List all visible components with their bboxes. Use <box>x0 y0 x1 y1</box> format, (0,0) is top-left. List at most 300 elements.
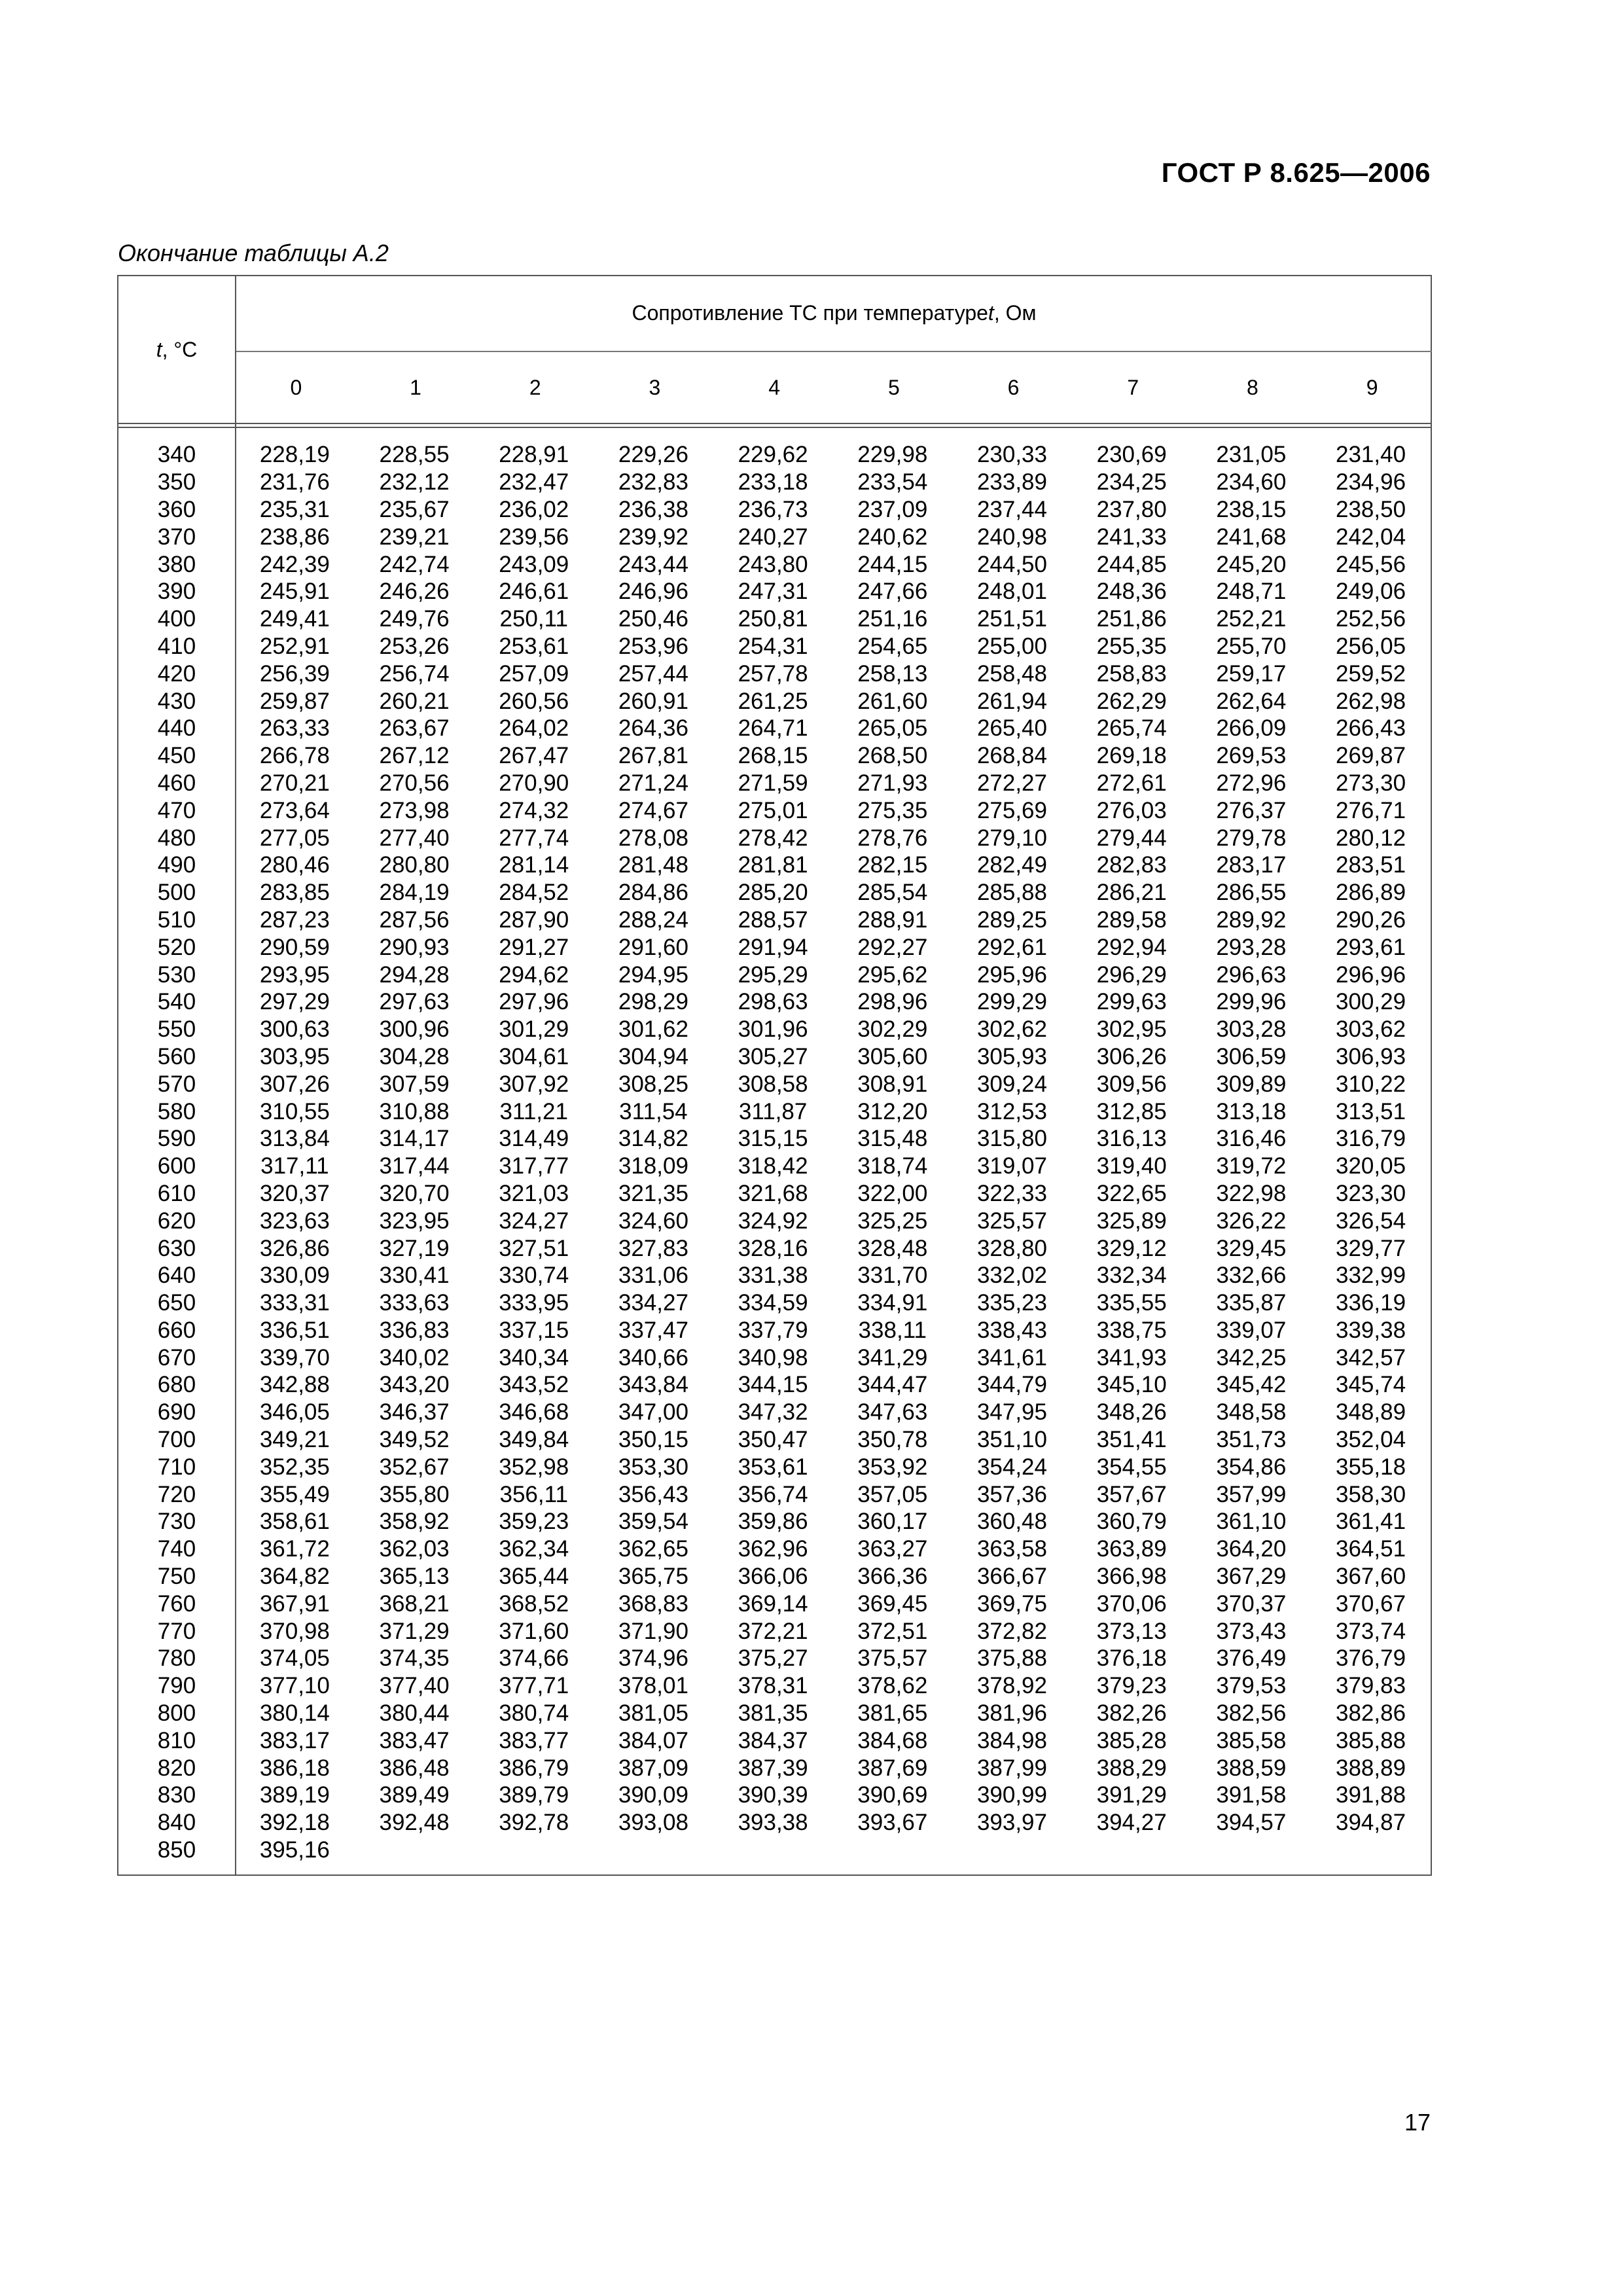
resistance-cell: 378,01 <box>618 1673 688 1699</box>
resistance-cell: 253,61 <box>499 633 569 659</box>
resistance-cell: 384,68 <box>857 1727 928 1753</box>
temperature-cell: 390 <box>157 579 196 605</box>
resistance-cell: 229,26 <box>618 442 688 468</box>
resistance-cell: 245,91 <box>259 579 330 605</box>
resistance-cell: 268,15 <box>738 743 808 769</box>
column-header: 1 <box>410 375 421 399</box>
temperature-cell: 730 <box>157 1509 196 1535</box>
table-row <box>118 1809 1431 1837</box>
table-row <box>118 715 1431 742</box>
resistance-cell: 362,65 <box>618 1536 688 1562</box>
resistance-cell: 255,35 <box>1096 633 1167 659</box>
resistance-cell: 281,14 <box>499 852 569 878</box>
temperature-cell: 740 <box>157 1536 196 1562</box>
table-row <box>118 1125 1431 1153</box>
page-number: 17 <box>1404 2109 1431 2136</box>
resistance-cell: 267,12 <box>379 743 450 769</box>
temperature-cell: 550 <box>157 1016 196 1043</box>
temperature-cell: 590 <box>157 1126 196 1152</box>
resistance-cell: 347,32 <box>738 1399 808 1426</box>
column-header: 0 <box>290 375 302 399</box>
resistance-cell: 341,93 <box>1096 1344 1167 1371</box>
resistance-cell: 286,21 <box>1096 880 1167 906</box>
resistance-cell: 234,25 <box>1096 469 1167 495</box>
table-row <box>118 1563 1431 1590</box>
resistance-cell: 238,15 <box>1216 496 1287 522</box>
resistance-cell: 286,55 <box>1216 880 1287 906</box>
resistance-cell: 376,49 <box>1216 1645 1287 1672</box>
resistance-cell: 365,13 <box>379 1564 450 1590</box>
resistance-cell: 326,86 <box>259 1235 330 1261</box>
resistance-cell: 317,44 <box>379 1153 450 1179</box>
resistance-cell: 338,43 <box>976 1317 1047 1343</box>
resistance-cell: 307,59 <box>379 1071 450 1097</box>
resistance-cell: 279,78 <box>1216 825 1287 851</box>
temperature-cell: 340 <box>157 442 196 468</box>
resistance-cell: 388,89 <box>1336 1755 1406 1781</box>
resistance-cell: 353,92 <box>857 1454 928 1480</box>
resistance-cell: 382,56 <box>1216 1700 1287 1727</box>
table-row <box>118 1289 1431 1317</box>
resistance-cell: 249,06 <box>1336 579 1406 605</box>
resistance-cell: 362,03 <box>379 1536 450 1562</box>
resistance-cell: 394,57 <box>1216 1810 1287 1836</box>
resistance-cell: 288,57 <box>738 906 808 933</box>
resistance-cell: 251,16 <box>857 606 928 632</box>
resistance-cell: 233,89 <box>976 469 1047 495</box>
resistance-cell: 377,10 <box>259 1673 330 1699</box>
resistance-cell: 384,37 <box>738 1727 808 1753</box>
temperature-symbol: t <box>156 337 162 361</box>
temperature-cell: 680 <box>157 1372 196 1398</box>
resistance-cell: 282,83 <box>1096 852 1167 878</box>
resistance-cell: 295,62 <box>857 961 928 988</box>
resistance-cell: 335,87 <box>1216 1290 1287 1316</box>
resistance-cell: 314,82 <box>618 1126 688 1152</box>
resistance-cell: 243,09 <box>499 551 569 577</box>
resistance-header-unit: , Ом <box>993 300 1037 325</box>
temperature-cell: 840 <box>157 1810 196 1836</box>
resistance-cell: 382,86 <box>1336 1700 1406 1727</box>
resistance-cell: 330,09 <box>259 1263 330 1289</box>
document-code: ГОСТ Р 8.625—2006 <box>1161 157 1431 188</box>
resistance-cell: 389,19 <box>259 1782 330 1808</box>
resistance-cell: 278,76 <box>857 825 928 851</box>
resistance-cell: 280,12 <box>1336 825 1406 851</box>
resistance-cell: 311,54 <box>619 1098 688 1124</box>
temperature-cell: 520 <box>157 934 196 960</box>
table-row <box>118 1480 1431 1508</box>
resistance-cell: 259,17 <box>1216 660 1287 687</box>
resistance-cell: 392,18 <box>259 1810 330 1836</box>
resistance-cell: 366,98 <box>1096 1564 1167 1590</box>
resistance-cell: 294,62 <box>499 961 569 988</box>
resistance-cell: 301,96 <box>738 1016 808 1043</box>
resistance-cell: 283,51 <box>1336 852 1406 878</box>
resistance-cell: 326,22 <box>1216 1208 1287 1234</box>
resistance-cell: 298,63 <box>738 989 808 1015</box>
resistance-cell: 249,41 <box>259 606 330 632</box>
resistance-cell: 305,60 <box>857 1043 928 1069</box>
resistance-cell: 259,52 <box>1336 660 1406 687</box>
resistance-cell: 244,85 <box>1096 551 1167 577</box>
resistance-cell: 232,83 <box>618 469 688 495</box>
table-row <box>118 1153 1431 1180</box>
column-header: 4 <box>768 375 781 399</box>
resistance-cell: 355,49 <box>259 1481 330 1507</box>
column-header: 9 <box>1366 375 1378 399</box>
resistance-cell: 328,16 <box>738 1235 808 1261</box>
resistance-cell: 357,67 <box>1096 1481 1167 1507</box>
table-row <box>118 1016 1431 1043</box>
resistance-cell: 329,12 <box>1096 1235 1167 1261</box>
resistance-cell: 273,64 <box>259 797 330 823</box>
resistance-cell: 331,38 <box>738 1263 808 1289</box>
resistance-cell: 365,75 <box>618 1564 688 1590</box>
resistance-cell: 361,10 <box>1216 1509 1287 1535</box>
resistance-cell: 380,14 <box>259 1700 330 1727</box>
resistance-cell: 297,63 <box>379 989 450 1015</box>
resistance-cell: 388,29 <box>1096 1755 1167 1781</box>
resistance-cell: 277,74 <box>499 825 569 851</box>
resistance-cell: 379,23 <box>1096 1673 1167 1699</box>
resistance-cell: 229,62 <box>738 442 808 468</box>
resistance-cell: 390,69 <box>857 1782 928 1808</box>
temperature-cell: 490 <box>157 852 196 878</box>
resistance-cell: 263,67 <box>379 715 450 742</box>
resistance-cell: 381,65 <box>857 1700 928 1727</box>
resistance-cell: 268,50 <box>857 743 928 769</box>
resistance-cell: 349,21 <box>259 1427 330 1453</box>
temperature-cell: 630 <box>157 1235 196 1261</box>
resistance-cell: 247,66 <box>857 579 928 605</box>
resistance-cell: 317,11 <box>260 1153 329 1179</box>
resistance-cell: 277,05 <box>259 825 330 851</box>
resistance-cell: 371,90 <box>618 1618 688 1644</box>
resistance-cell: 371,29 <box>379 1618 450 1644</box>
resistance-cell: 299,63 <box>1096 989 1167 1015</box>
resistance-cell: 306,93 <box>1336 1043 1406 1069</box>
temperature-unit: , °С <box>162 337 198 361</box>
column-header: 6 <box>1007 375 1020 399</box>
resistance-cell: 370,06 <box>1096 1590 1167 1617</box>
resistance-cell: 317,77 <box>499 1153 569 1179</box>
resistance-cell: 296,63 <box>1216 961 1287 988</box>
resistance-cell: 332,02 <box>976 1263 1047 1289</box>
resistance-cell: 339,70 <box>259 1344 330 1371</box>
resistance-cell: 295,96 <box>976 961 1047 988</box>
resistance-cell: 299,96 <box>1216 989 1287 1015</box>
resistance-cell: 316,79 <box>1336 1126 1406 1152</box>
temperature-cell: 400 <box>157 606 196 632</box>
resistance-cell: 360,79 <box>1096 1509 1167 1535</box>
resistance-cell: 240,98 <box>976 524 1047 550</box>
resistance-cell: 343,52 <box>499 1372 569 1398</box>
temperature-cell: 710 <box>157 1454 196 1480</box>
resistance-cell: 318,09 <box>618 1153 688 1179</box>
resistance-cell: 359,54 <box>618 1509 688 1535</box>
resistance-cell: 334,91 <box>857 1290 928 1316</box>
resistance-cell: 393,38 <box>738 1810 808 1836</box>
resistance-cell: 351,10 <box>976 1427 1047 1453</box>
resistance-cell: 252,21 <box>1216 606 1287 632</box>
resistance-cell: 372,51 <box>857 1618 928 1644</box>
temperature-cell: 720 <box>157 1481 196 1507</box>
resistance-cell: 384,07 <box>618 1727 688 1753</box>
resistance-cell: 360,17 <box>857 1509 928 1535</box>
resistance-cell: 237,44 <box>976 496 1047 522</box>
table-row <box>118 1070 1431 1098</box>
resistance-cell: 252,56 <box>1336 606 1406 632</box>
resistance-cell: 329,45 <box>1216 1235 1287 1261</box>
resistance-cell: 251,86 <box>1096 606 1167 632</box>
resistance-cell: 259,87 <box>259 688 330 714</box>
resistance-cell: 306,26 <box>1096 1043 1167 1069</box>
resistance-cell: 348,89 <box>1336 1399 1406 1426</box>
resistance-cell: 344,79 <box>976 1372 1047 1398</box>
table-row <box>118 988 1431 1016</box>
resistance-header-symbol: t <box>988 300 994 325</box>
column-header: 2 <box>529 375 541 399</box>
resistance-cell: 360,48 <box>976 1509 1047 1535</box>
resistance-cell: 327,83 <box>618 1235 688 1261</box>
resistance-cell: 311,87 <box>738 1098 808 1124</box>
resistance-cell: 296,29 <box>1096 961 1167 988</box>
table-row <box>118 633 1431 660</box>
resistance-cell: 368,52 <box>499 1590 569 1617</box>
resistance-cell: 261,94 <box>976 688 1047 714</box>
temperature-cell: 450 <box>157 743 196 769</box>
resistance-cell: 312,20 <box>857 1098 928 1124</box>
resistance-cell: 378,62 <box>857 1673 928 1699</box>
resistance-cell: 354,86 <box>1216 1454 1287 1480</box>
resistance-cell: 300,63 <box>259 1016 330 1043</box>
resistance-cell: 331,70 <box>857 1263 928 1289</box>
resistance-cell: 352,04 <box>1336 1427 1406 1453</box>
resistance-cell: 368,21 <box>379 1590 450 1617</box>
table-row <box>118 523 1431 550</box>
resistance-cell: 385,58 <box>1216 1727 1287 1753</box>
resistance-cell: 297,29 <box>259 989 330 1015</box>
resistance-cell: 358,30 <box>1336 1481 1406 1507</box>
resistance-cell: 389,49 <box>379 1782 450 1808</box>
resistance-cell: 372,21 <box>738 1618 808 1644</box>
resistance-cell: 335,55 <box>1096 1290 1167 1316</box>
table-row <box>118 1508 1431 1535</box>
resistance-cell: 380,44 <box>379 1700 450 1727</box>
resistance-cell: 230,69 <box>1096 442 1167 468</box>
resistance-cell: 262,98 <box>1336 688 1406 714</box>
resistance-cell: 322,98 <box>1216 1180 1287 1206</box>
resistance-cell: 266,43 <box>1336 715 1406 742</box>
resistance-cell: 303,28 <box>1216 1016 1287 1043</box>
resistance-cell: 247,31 <box>738 579 808 605</box>
table-row <box>118 1344 1431 1371</box>
resistance-cell: 260,21 <box>379 688 450 714</box>
resistance-cell: 303,95 <box>259 1043 330 1069</box>
temperature-cell: 810 <box>157 1727 196 1753</box>
temperature-cell: 700 <box>157 1427 196 1453</box>
resistance-cell: 264,36 <box>618 715 688 742</box>
resistance-cell: 340,34 <box>499 1344 569 1371</box>
resistance-cell: 273,98 <box>379 797 450 823</box>
resistance-cell: 367,91 <box>259 1590 330 1617</box>
resistance-cell: 284,19 <box>379 880 450 906</box>
resistance-cell: 383,77 <box>499 1727 569 1753</box>
resistance-cell: 239,21 <box>379 524 450 550</box>
temperature-cell: 530 <box>157 961 196 988</box>
resistance-cell: 341,61 <box>976 1344 1047 1371</box>
resistance-cell: 383,17 <box>259 1727 330 1753</box>
resistance-cell: 378,92 <box>976 1673 1047 1699</box>
resistance-cell: 391,29 <box>1096 1782 1167 1808</box>
resistance-cell: 392,48 <box>379 1810 450 1836</box>
resistance-cell: 274,67 <box>618 797 688 823</box>
resistance-cell: 351,41 <box>1096 1427 1167 1453</box>
resistance-cell: 367,29 <box>1216 1564 1287 1590</box>
resistance-cell: 294,95 <box>618 961 688 988</box>
resistance-cell: 349,52 <box>379 1427 450 1453</box>
resistance-cell: 369,14 <box>738 1590 808 1617</box>
resistance-cell: 325,57 <box>976 1208 1047 1234</box>
resistance-cell: 333,95 <box>499 1290 569 1316</box>
resistance-cell: 366,06 <box>738 1564 808 1590</box>
table-row <box>118 1399 1431 1426</box>
resistance-cell: 384,98 <box>976 1727 1047 1753</box>
resistance-cell: 285,88 <box>976 880 1047 906</box>
resistance-cell: 254,31 <box>738 633 808 659</box>
resistance-cell: 309,24 <box>976 1071 1047 1097</box>
resistance-cell: 307,92 <box>499 1071 569 1097</box>
resistance-cell: 257,78 <box>738 660 808 687</box>
resistance-header-text: Сопротивление ТС при температуре <box>632 300 988 325</box>
resistance-cell: 322,33 <box>976 1180 1047 1206</box>
resistance-cell: 234,60 <box>1216 469 1287 495</box>
resistance-cell: 289,92 <box>1216 906 1287 933</box>
temperature-cell: 770 <box>157 1618 196 1644</box>
resistance-cell: 235,67 <box>379 496 450 522</box>
resistance-cell: 304,28 <box>379 1043 450 1069</box>
resistance-cell: 252,91 <box>259 633 330 659</box>
resistance-cell: 251,51 <box>976 606 1047 632</box>
resistance-cell: 276,03 <box>1096 797 1167 823</box>
resistance-cell: 275,01 <box>738 797 808 823</box>
resistance-cell: 379,83 <box>1336 1673 1406 1699</box>
resistance-cell: 315,15 <box>738 1126 808 1152</box>
table-row <box>118 797 1431 824</box>
resistance-cell: 386,79 <box>499 1755 569 1781</box>
resistance-cell: 347,63 <box>857 1399 928 1426</box>
resistance-cell: 228,19 <box>259 442 330 468</box>
resistance-cell: 350,78 <box>857 1427 928 1453</box>
resistance-cell: 376,18 <box>1096 1645 1167 1672</box>
table-row <box>118 824 1431 852</box>
temperature-cell: 850 <box>157 1837 196 1863</box>
resistance-cell: 231,05 <box>1216 442 1287 468</box>
resistance-cell: 314,17 <box>379 1126 450 1152</box>
resistance-cell: 390,39 <box>738 1782 808 1808</box>
resistance-cell: 393,67 <box>857 1810 928 1836</box>
resistance-cell: 285,20 <box>738 880 808 906</box>
resistance-cell: 298,96 <box>857 989 928 1015</box>
resistance-cell: 290,26 <box>1336 906 1406 933</box>
header-bottom-rule-2 <box>117 427 1432 428</box>
resistance-cell: 371,60 <box>499 1618 569 1644</box>
resistance-cell: 314,49 <box>499 1126 569 1152</box>
resistance-cell: 377,40 <box>379 1673 450 1699</box>
table-row <box>118 1645 1431 1672</box>
resistance-cell: 258,83 <box>1096 660 1167 687</box>
resistance-cell: 345,74 <box>1336 1372 1406 1398</box>
resistance-cell: 236,73 <box>738 496 808 522</box>
resistance-cell: 293,61 <box>1336 934 1406 960</box>
resistance-cell: 353,30 <box>618 1454 688 1480</box>
resistance-cell: 369,45 <box>857 1590 928 1617</box>
resistance-cell: 361,72 <box>259 1536 330 1562</box>
temperature-cell: 570 <box>157 1071 196 1097</box>
resistance-cell: 350,47 <box>738 1427 808 1453</box>
resistance-cell: 321,35 <box>618 1180 688 1206</box>
table-row <box>118 1371 1431 1399</box>
resistance-cell: 340,98 <box>738 1344 808 1371</box>
table-row <box>118 961 1431 988</box>
resistance-cell: 282,49 <box>976 852 1047 878</box>
resistance-cell: 309,56 <box>1096 1071 1167 1097</box>
resistance-cell: 344,47 <box>857 1372 928 1398</box>
resistance-cell: 359,86 <box>738 1509 808 1535</box>
resistance-cell: 255,70 <box>1216 633 1287 659</box>
resistance-cell: 232,47 <box>499 469 569 495</box>
resistance-cell: 276,37 <box>1216 797 1287 823</box>
table-row <box>118 879 1431 906</box>
resistance-cell: 270,21 <box>259 770 330 796</box>
resistance-cell: 274,32 <box>499 797 569 823</box>
resistance-cell: 387,99 <box>976 1755 1047 1781</box>
temperature-cell: 780 <box>157 1645 196 1672</box>
resistance-cell: 304,94 <box>618 1043 688 1069</box>
resistance-cell: 394,27 <box>1096 1810 1167 1836</box>
resistance-cell: 269,87 <box>1336 743 1406 769</box>
resistance-cell: 323,30 <box>1336 1180 1406 1206</box>
resistance-cell: 250,11 <box>499 606 568 632</box>
resistance-cell: 356,11 <box>499 1481 568 1507</box>
temperature-cell: 440 <box>157 715 196 742</box>
resistance-cell: 318,42 <box>738 1153 808 1179</box>
resistance-cell: 300,96 <box>379 1016 450 1043</box>
resistance-cell: 267,81 <box>618 743 688 769</box>
resistance-cell: 366,36 <box>857 1564 928 1590</box>
temperature-cell: 790 <box>157 1673 196 1699</box>
resistance-cell: 271,59 <box>738 770 808 796</box>
resistance-cell: 257,09 <box>499 660 569 687</box>
resistance-cell: 250,81 <box>738 606 808 632</box>
table-row <box>118 1180 1431 1208</box>
resistance-cell: 389,79 <box>499 1782 569 1808</box>
table-row <box>118 1043 1431 1071</box>
resistance-cell: 362,96 <box>738 1536 808 1562</box>
resistance-cell: 381,96 <box>976 1700 1047 1727</box>
resistance-cell: 365,44 <box>499 1564 569 1590</box>
resistance-cell: 284,52 <box>499 880 569 906</box>
resistance-cell: 310,88 <box>379 1098 450 1124</box>
resistance-cell: 266,78 <box>259 743 330 769</box>
resistance-cell: 306,59 <box>1216 1043 1287 1069</box>
resistance-cell: 342,57 <box>1336 1344 1406 1371</box>
resistance-cell: 362,34 <box>499 1536 569 1562</box>
resistance-cell: 301,29 <box>499 1016 569 1043</box>
resistance-cell: 352,98 <box>499 1454 569 1480</box>
resistance-cell: 237,09 <box>857 496 928 522</box>
